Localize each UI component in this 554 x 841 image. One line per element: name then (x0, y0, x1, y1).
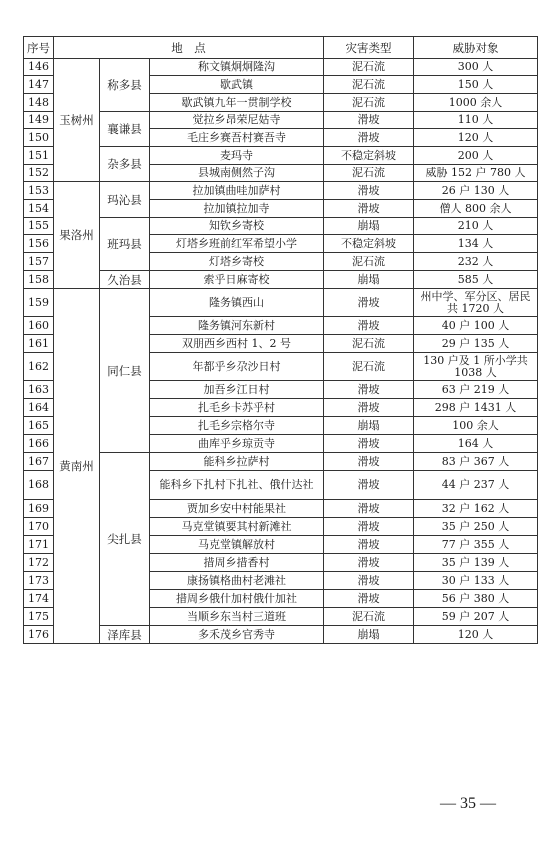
location-cell: 双朋西乡西村 1、2 号 (150, 335, 324, 353)
threat-cell: 32 户 162 人 (414, 500, 538, 518)
hazard-type-cell: 不稳定斜坡 (324, 235, 414, 253)
table-row (24, 626, 538, 644)
location-cell: 灯塔乡寄校 (150, 253, 324, 271)
hazard-type-cell: 滑坡 (324, 554, 414, 572)
row-number: 172 (24, 554, 54, 572)
location-cell: 毛庄乡赛吾村赛吾寺 (150, 129, 324, 147)
row-number: 152 (24, 165, 54, 182)
row-number: 150 (24, 129, 54, 147)
county-cell: 班玛县 (100, 218, 150, 271)
threat-cell: 120 人 (414, 129, 538, 147)
threat-cell: 83 户 367 人 (414, 453, 538, 471)
county-cell: 杂多县 (100, 147, 150, 182)
row-number: 173 (24, 572, 54, 590)
hazard-type-cell: 滑坡 (324, 500, 414, 518)
row-number: 162 (24, 353, 54, 381)
threat-cell: 210 人 (414, 218, 538, 235)
threat-cell: 威胁 152 户 780 人 (414, 165, 538, 182)
county-cell: 同仁县 (100, 289, 150, 453)
hazard-type-cell: 滑坡 (324, 572, 414, 590)
hazard-type-cell: 泥石流 (324, 59, 414, 76)
location-cell: 麦玛寺 (150, 147, 324, 165)
table-row (24, 182, 538, 200)
hazard-type-cell: 崩塌 (324, 218, 414, 235)
row-number: 174 (24, 590, 54, 608)
location-cell: 多禾茂乡官秀寺 (150, 626, 324, 644)
hazard-type-cell: 滑坡 (324, 536, 414, 554)
threat-cell: 40 户 100 人 (414, 317, 538, 335)
threat-cell: 130 户及 1 所小学共 1038 人 (414, 353, 538, 381)
hazard-type-cell: 滑坡 (324, 590, 414, 608)
location-cell: 曲库乎乡琼贡寺 (150, 435, 324, 453)
page-number: — 35 — (440, 795, 496, 812)
row-number: 148 (24, 94, 54, 112)
location-cell: 索乎日麻寄校 (150, 271, 324, 289)
location-cell: 灯塔乡班前红军希望小学 (150, 235, 324, 253)
threat-cell: 232 人 (414, 253, 538, 271)
header-hazard-type: 灾害类型 (324, 37, 414, 59)
location-cell: 拉加镇曲哇加萨村 (150, 182, 324, 200)
county-cell: 久治县 (100, 271, 150, 289)
location-cell: 扎毛乡宗格尔寺 (150, 417, 324, 435)
threat-cell: 63 户 219 人 (414, 381, 538, 399)
threat-cell: 77 户 355 人 (414, 536, 538, 554)
hazard-type-cell: 滑坡 (324, 200, 414, 218)
location-cell: 措周乡措香村 (150, 554, 324, 572)
hazard-type-cell: 滑坡 (324, 435, 414, 453)
hazard-type-cell: 滑坡 (324, 182, 414, 200)
threat-cell: 100 余人 (414, 417, 538, 435)
hazard-type-cell: 滑坡 (324, 471, 414, 500)
threat-cell: 僧人 800 余人 (414, 200, 538, 218)
location-cell: 县城南侧然子沟 (150, 165, 324, 182)
table-header-row (24, 37, 538, 59)
table-row (24, 112, 538, 129)
hazard-type-cell: 滑坡 (324, 399, 414, 417)
hazard-type-cell: 崩塌 (324, 417, 414, 435)
table-row (24, 289, 538, 317)
threat-cell: 164 人 (414, 435, 538, 453)
location-cell: 能科乡下扎村下扎社、俄什达社 (150, 471, 324, 500)
hazard-type-cell: 泥石流 (324, 353, 414, 381)
row-number: 161 (24, 335, 54, 353)
location-cell: 贾加乡安中村能果社 (150, 500, 324, 518)
threat-cell: 200 人 (414, 147, 538, 165)
threat-cell: 26 户 130 人 (414, 182, 538, 200)
table-row (24, 59, 538, 76)
threat-cell: 30 户 133 人 (414, 572, 538, 590)
row-number: 170 (24, 518, 54, 536)
threat-cell: 35 户 139 人 (414, 554, 538, 572)
row-number: 157 (24, 253, 54, 271)
hazard-type-cell: 泥石流 (324, 165, 414, 182)
threat-cell: 110 人 (414, 112, 538, 129)
location-cell: 措周乡俄什加村俄什加社 (150, 590, 324, 608)
hazard-type-cell: 滑坡 (324, 289, 414, 317)
header-no: 序号 (24, 37, 54, 59)
hazard-type-cell: 崩塌 (324, 271, 414, 289)
row-number: 146 (24, 59, 54, 76)
hazard-type-cell: 滑坡 (324, 129, 414, 147)
threat-cell: 134 人 (414, 235, 538, 253)
location-cell: 马克堂镇解放村 (150, 536, 324, 554)
row-number: 151 (24, 147, 54, 165)
county-cell: 称多县 (100, 59, 150, 112)
location-cell: 隆务镇西山 (150, 289, 324, 317)
threat-cell: 120 人 (414, 626, 538, 644)
location-cell: 隆务镇河东新村 (150, 317, 324, 335)
threat-cell: 44 户 237 人 (414, 471, 538, 500)
row-number: 149 (24, 112, 54, 129)
location-cell: 康扬镇格曲村老滩社 (150, 572, 324, 590)
row-number: 147 (24, 76, 54, 94)
hazard-type-cell: 滑坡 (324, 112, 414, 129)
location-cell: 年都乎乡尕沙日村 (150, 353, 324, 381)
threat-cell: 29 户 135 人 (414, 335, 538, 353)
threat-cell: 150 人 (414, 76, 538, 94)
table-row (24, 218, 538, 235)
prefecture-cell: 黄南州 (54, 289, 100, 644)
county-cell: 襄谦县 (100, 112, 150, 147)
location-cell: 能科乡拉萨村 (150, 453, 324, 471)
location-cell: 称文镇炯炯隆沟 (150, 59, 324, 76)
row-number: 164 (24, 399, 54, 417)
header-place: 地 点 (54, 37, 324, 59)
hazard-type-cell: 崩塌 (324, 626, 414, 644)
location-cell: 歇武镇九年一贯制学校 (150, 94, 324, 112)
hazard-table (23, 36, 538, 644)
hazard-type-cell: 泥石流 (324, 253, 414, 271)
row-number: 168 (24, 471, 54, 500)
row-number: 156 (24, 235, 54, 253)
hazard-type-cell: 不稳定斜坡 (324, 147, 414, 165)
row-number: 155 (24, 218, 54, 235)
location-cell: 马克堂镇要其村新滩社 (150, 518, 324, 536)
table-row (24, 453, 538, 471)
row-number: 167 (24, 453, 54, 471)
county-cell: 泽库县 (100, 626, 150, 644)
hazard-type-cell: 泥石流 (324, 335, 414, 353)
prefecture-cell: 玉树州 (54, 59, 100, 182)
row-number: 163 (24, 381, 54, 399)
threat-cell: 州中学、军分区、居民共 1720 人 (414, 289, 538, 317)
row-number: 165 (24, 417, 54, 435)
location-cell: 加吾乡江日村 (150, 381, 324, 399)
row-number: 171 (24, 536, 54, 554)
row-number: 159 (24, 289, 54, 317)
hazard-type-cell: 泥石流 (324, 94, 414, 112)
row-number: 158 (24, 271, 54, 289)
threat-cell: 585 人 (414, 271, 538, 289)
threat-cell: 56 户 380 人 (414, 590, 538, 608)
threat-cell: 1000 余人 (414, 94, 538, 112)
threat-cell: 35 户 250 人 (414, 518, 538, 536)
hazard-type-cell: 泥石流 (324, 608, 414, 626)
location-cell: 扎毛乡卡苏乎村 (150, 399, 324, 417)
row-number: 169 (24, 500, 54, 518)
county-cell: 玛沁县 (100, 182, 150, 218)
row-number: 153 (24, 182, 54, 200)
table-body (24, 59, 538, 644)
location-cell: 拉加镇拉加寺 (150, 200, 324, 218)
hazard-type-cell: 滑坡 (324, 381, 414, 399)
threat-cell: 300 人 (414, 59, 538, 76)
threat-cell: 298 户 1431 人 (414, 399, 538, 417)
location-cell: 当顺乡东当村三道班 (150, 608, 324, 626)
row-number: 166 (24, 435, 54, 453)
header-threat: 威胁对象 (414, 37, 538, 59)
row-number: 160 (24, 317, 54, 335)
hazard-type-cell: 滑坡 (324, 453, 414, 471)
threat-cell: 59 户 207 人 (414, 608, 538, 626)
hazard-type-cell: 泥石流 (324, 76, 414, 94)
location-cell: 觉拉乡昂荣尼姑寺 (150, 112, 324, 129)
county-cell: 尖扎县 (100, 453, 150, 626)
row-number: 154 (24, 200, 54, 218)
hazard-type-cell: 滑坡 (324, 518, 414, 536)
hazard-type-cell: 滑坡 (324, 317, 414, 335)
table-row (24, 147, 538, 165)
table-row (24, 271, 538, 289)
row-number: 175 (24, 608, 54, 626)
row-number: 176 (24, 626, 54, 644)
location-cell: 知钦乡寄校 (150, 218, 324, 235)
prefecture-cell: 果洛州 (54, 182, 100, 289)
location-cell: 歇武镇 (150, 76, 324, 94)
